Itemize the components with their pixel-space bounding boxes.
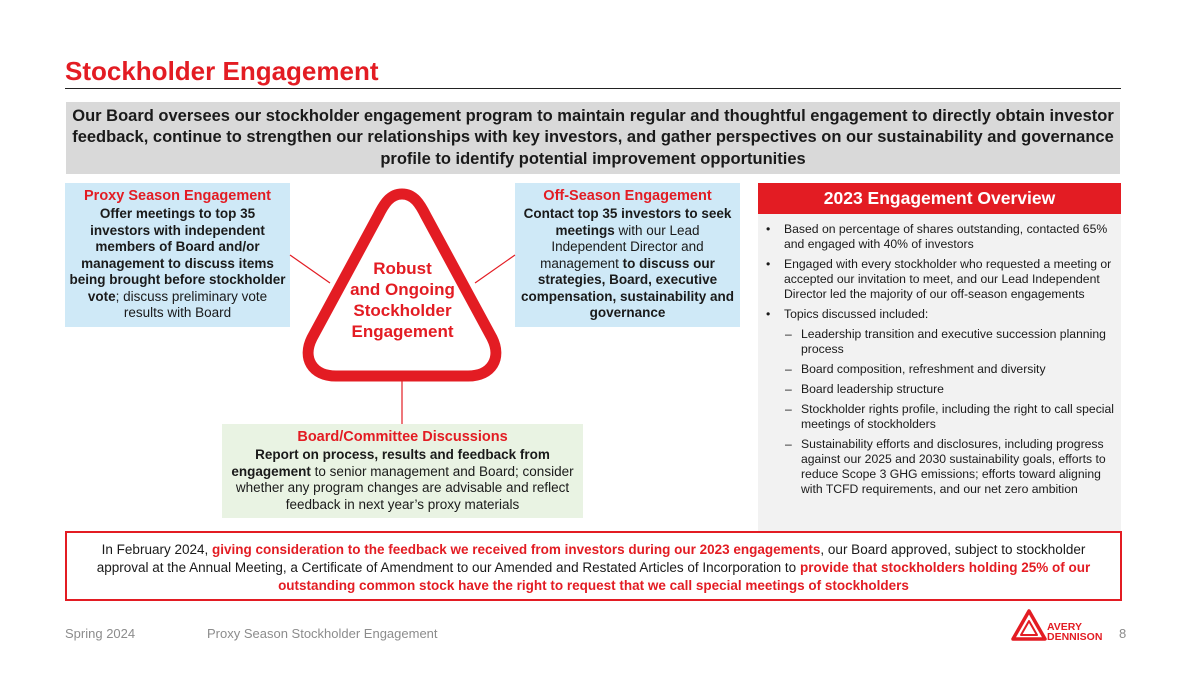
connector-right	[475, 255, 515, 283]
note-text-2: , our Board approved, subject to stockholder approval at the Annual Meeting, a Certificate of Amendment to our Amended and Restated Articles of Incorporation to	[96, 542, 1086, 575]
engagement-overview-header	[758, 183, 1121, 214]
logo-wordmark-line-1: AVERY	[1047, 621, 1083, 633]
sub-list-item: – Board leadership structure	[785, 382, 944, 396]
proxy-season-bold-text: Offer meetings to top 35 investors with independent members of Board and/or management to discuss items being brought before stockholder vote	[69, 206, 286, 304]
off-season-bold-text-1: Contact top 35 investors to seek meetings	[523, 206, 732, 238]
sub-list-item: – Leadership transition and executive succession planning process	[785, 327, 1106, 356]
sub-list-item: – Stockholder rights profile, including the right to call special meetings of stockholders	[785, 402, 1114, 431]
board-committee-box	[222, 424, 583, 518]
board-committee-heading: Board/Committee Discussions	[297, 429, 508, 445]
logo-wordmark	[1047, 622, 1102, 642]
board-committee-bold-text: Report on process, results and feedback from engagement	[231, 447, 550, 479]
logo-wordmark-line-2: DENNISON	[1047, 631, 1103, 643]
dash-icon: –	[785, 402, 792, 416]
bullet-icon: •	[766, 307, 771, 321]
triangle-label-line-1: Robust	[373, 259, 432, 278]
sub-list-item: – Board composition, refreshment and diversity	[785, 362, 1046, 376]
dash-icon: –	[785, 382, 792, 396]
off-season-text: with our Lead Independent Director and management	[540, 222, 704, 271]
list-item: • Topics discussed included:	[766, 307, 929, 321]
proxy-season-box	[65, 183, 290, 327]
list-item: • Based on percentage of shares outstanding, contacted 65% and engaged with 40% of investors	[766, 222, 1108, 251]
board-committee-text: to senior management and Board; consider whether any program changes are advisable and reflect feedback in next year’s proxy materials	[235, 463, 574, 512]
triangle-label	[330, 258, 475, 342]
bullet-icon: •	[766, 222, 771, 236]
engagement-overview-list	[766, 222, 1116, 502]
engagement-overview-title: 2023 Engagement Overview	[823, 188, 1056, 208]
dash-icon: –	[785, 327, 792, 341]
connector-left	[290, 255, 330, 283]
triangle-label-line-2: and Ongoing	[350, 280, 455, 299]
page-number: 8	[1119, 626, 1127, 641]
note-text-1: In February 2024,	[101, 542, 212, 557]
list-item: • Engaged with every stockholder who requested a meeting or accepted our invitation to meet, and our Lead Independent Director led the majority of our off-season engagements	[766, 257, 1112, 301]
proxy-season-text: ; discuss preliminary vote results with Board	[115, 288, 268, 320]
intro-text: Our Board oversees our stockholder engagement program to maintain regular and thoughtful engagement to directly obtain investor feedback, continue to strengthen our relationships with key investors, and gather perspectives on our sustainability and governance profile to identify potential improvement opportunities	[72, 106, 1114, 168]
note-highlight-1: giving consideration to the feedback we received from investors during our 2023 engagements	[212, 542, 821, 557]
off-season-heading: Off-Season Engagement	[543, 188, 712, 204]
sub-list-item: – Sustainability efforts and disclosures, including progress against our 2025 and 2030 sustainability goals, efforts to reduce Scope 3 GHG emissions; efforts toward aligning with TCFD requirements, and our net zero ambition	[785, 437, 1106, 496]
off-season-box	[515, 183, 740, 327]
slide-title: Stockholder Engagement	[65, 56, 379, 86]
special-meetings-note	[65, 531, 1122, 601]
footer-date: Spring 2024	[65, 626, 136, 641]
note-highlight-2: provide that stockholders holding 25% of our outstanding common stock have the right to request that we call special meetings of stockholders	[278, 560, 1091, 593]
dash-icon: –	[785, 437, 792, 451]
title-divider	[65, 88, 1121, 89]
triangle-label-line-3: Stockholder	[353, 301, 452, 320]
intro-banner	[66, 102, 1120, 174]
bullet-icon: •	[766, 257, 771, 271]
off-season-bold-text-2: to discuss our strategies, Board, executive compensation, sustainability and governance	[520, 255, 735, 320]
triangle-label-line-4: Engagement	[351, 322, 454, 341]
proxy-season-heading: Proxy Season Engagement	[84, 188, 271, 204]
footer-document-title: Proxy Season Stockholder Engagement	[207, 626, 438, 641]
dash-icon: –	[785, 362, 792, 376]
